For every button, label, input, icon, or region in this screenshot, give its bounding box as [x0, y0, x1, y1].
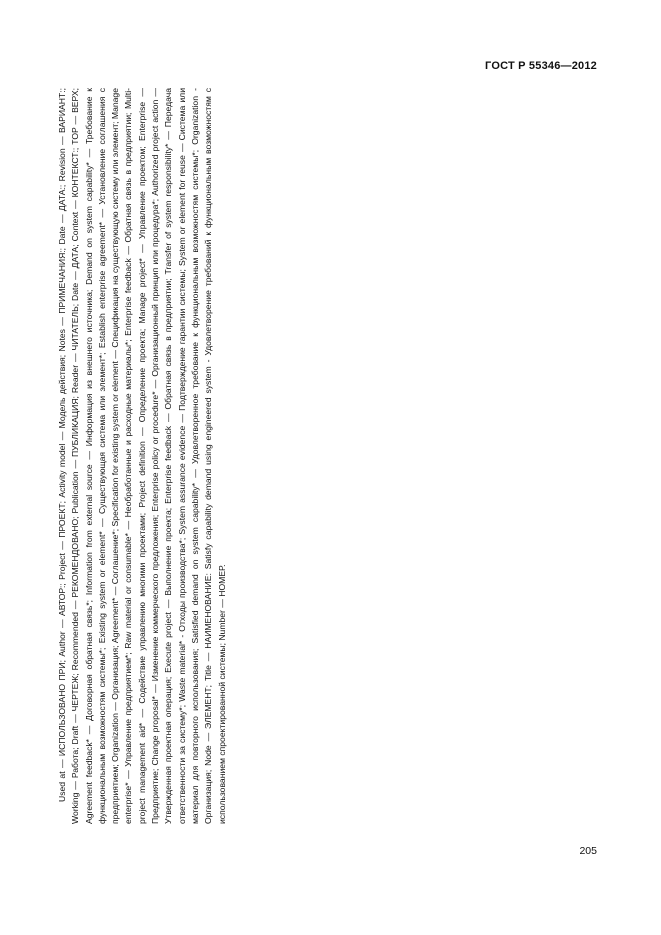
- rotated-text-block: [56, 88, 246, 824]
- standard-code-header: ГОСТ Р 55346—2012: [485, 60, 597, 72]
- rotated-text-content: [56, 88, 229, 824]
- page-number: 205: [579, 845, 597, 857]
- glossary-paragraph: Used at — ИСПОЛЬЗОВАНО ПРИ; Author — АВТОР:; Project — ПРОЕКТ; Activity model — Модель действия; Notes — ПРИМЕЧАНИЯ:; Date — ДАТА:; Revision — ВАРИАНТ:; Working — Работа; Draft — ЧЕРТЕЖ; Recommended — РЕКОМЕНДОВАНО; Publication — ПУБЛИКАЦИЯ; Reader — ЧИТАТЕЛЬ; Date — ДАТА; Context — КОНТЕКСТ:; TOP — ВЕРХ; Agreement feedback* — Договорная обратная связь*; Information from external source — Информация из внешнего источника; Demand on system capability* — Требование к функциональным возможностям системы*; Existing system or element* — Существующая система или элемент*; Establish enterprise agreement* — Установление соглашения с предприятием; Organization — Организация; Agreement* — Соглашение*; Specification for existing system or element — Спецификация на существующую систему или элемент; Manage enterprise* — Управление предприятием*; Raw material or consumable* — Необработанные и расходные материалы*; Enterprise feedback — Обратная связь в предприятии; Multi-project management aid* — Содействие управлению многими проектами; Project definition — Определение проекта; Manage project* — Управление проектом; Enterprise — Предприятие; Change proposal* — Изменение коммерческого предложения; Enterprise policy or procedure* — Организационный принцип или процедура*; Authorized project action — Утвержденная проектная операция; Execute project — Выполнение проекта; Enterprise feedback — Обратная связь в предприятии; Transfer of system responsibility* — Передача ответственности за систему*; Waste material* - Отходы производства*; System assurance evidence — Подтверждение гарантии системы; System or element for reuse — Система или материал для повторного использования; Satisfied demand on system capability* — Удовлетворенное требование к функциональным возможностям системы*; Organization - Организация; Node — ЭЛЕМЕНТ; Title — НАИМЕНОВАНИЕ: Satisfy capability demand using engineered system - Удовлетворение требований к функциональным возможностям с использованием спроектированной системы; Number — НОМЕР.: [57, 88, 227, 824]
